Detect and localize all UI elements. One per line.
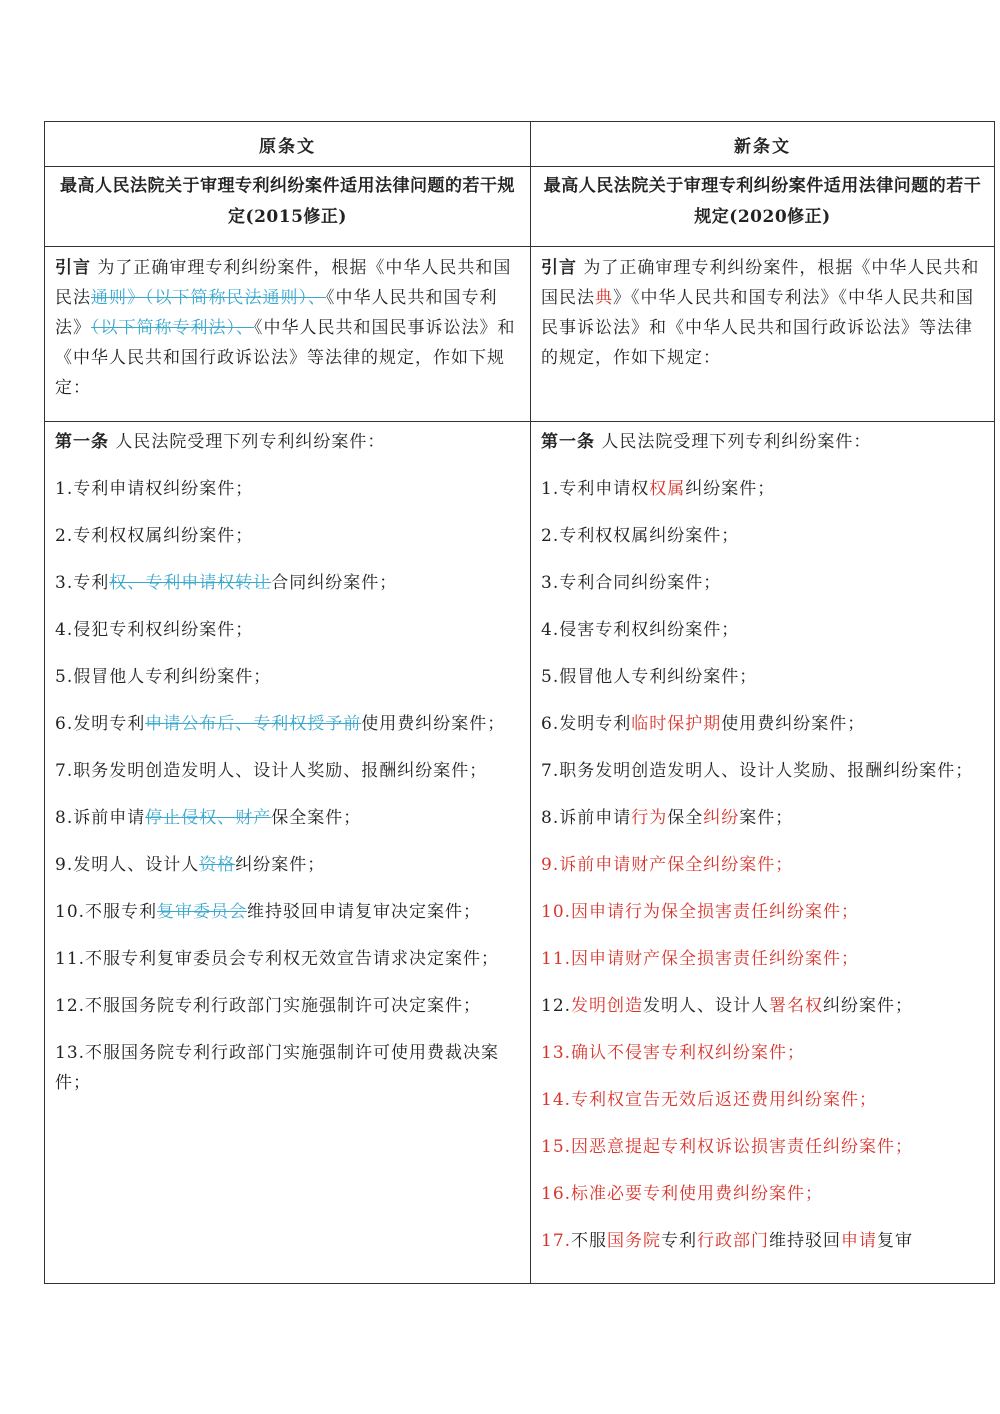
deleted-text: （以下简称专利法）、 — [91, 318, 254, 338]
title-row — [45, 167, 995, 247]
text-segment: 8.诉前申请 — [541, 808, 632, 828]
article-item — [541, 568, 984, 598]
added-text: 国务院 — [607, 1231, 662, 1251]
text-segment: 《中华人民共和国民事诉讼法》和《中华人民共和国行政诉讼法》等法律的规定，作如下规定： — [55, 318, 516, 398]
title-new: 最高人民法院关于审理专利纠纷案件适用法律问题的若干规定(2020修正) — [531, 167, 995, 247]
intro-label: 引言 — [541, 258, 577, 278]
article-item — [55, 850, 520, 880]
article-item — [541, 521, 984, 551]
title-old: 最高人民法院关于审理专利纠纷案件适用法律问题的若干规定(2015修正) — [45, 167, 531, 247]
article-item — [55, 944, 520, 974]
header-row — [45, 122, 995, 167]
article-item — [541, 1038, 984, 1068]
intro-text — [55, 258, 516, 398]
intro-label: 引言 — [55, 258, 91, 278]
article-item — [541, 1226, 984, 1256]
text-segment: 》《中华人民共和国专利法》《中华人民共和国民事诉讼法》和《中华人民共和国行政诉讼法》等法律的规定，作如下规定： — [541, 288, 974, 368]
article-label: 第一条 — [55, 432, 109, 452]
text-segment: 纠纷案件； — [685, 479, 776, 499]
text-segment: 保全案件； — [271, 808, 362, 828]
added-text: 9.诉前申请财产保全纠纷案件； — [541, 855, 794, 875]
text-segment: 4.侵害专利权纠纷案件； — [541, 620, 740, 640]
deleted-text: 申请公布后、专利权授予前 — [145, 714, 362, 734]
text-segment: 合同纠纷案件； — [271, 573, 398, 593]
text-segment: 为了正确审理专利纠纷案件，根据《中华人民共和国民法 — [541, 258, 980, 308]
deleted-text: 通则》（以下简称民法通则）、 — [91, 288, 326, 308]
article-item — [541, 1132, 984, 1162]
added-text: 署名权 — [769, 996, 824, 1016]
article-label: 第一条 — [541, 432, 595, 452]
article-item — [55, 756, 520, 786]
article-item — [541, 615, 984, 645]
text-segment: 案件； — [739, 808, 794, 828]
text-segment: 2.专利权权属纠纷案件； — [541, 526, 740, 546]
text-segment: 复审 — [877, 1231, 914, 1251]
added-text: 15.因恶意提起专利权诉讼损害责任纠纷案件； — [541, 1137, 914, 1157]
added-text: 行政部门 — [697, 1231, 770, 1251]
intro-row — [45, 247, 995, 422]
text-segment: 纠纷案件； — [235, 855, 326, 875]
text-segment: 12.不服国务院专利行政部门实施强制许可决定案件； — [55, 996, 482, 1016]
article-item — [541, 944, 984, 974]
text-segment: 3.专利合同纠纷案件； — [541, 573, 722, 593]
text-segment: 不服 — [571, 1231, 608, 1251]
article-items — [55, 474, 520, 1098]
text-segment: 保全 — [667, 808, 704, 828]
comparison-table — [44, 121, 995, 1284]
deleted-text: 复审委员会 — [157, 902, 248, 922]
text-segment: 11.不服专利复审委员会专利权无效宣告请求决定案件； — [55, 949, 500, 969]
article-item — [541, 662, 984, 692]
added-text: 权属 — [649, 479, 686, 499]
text-segment: 3.专利 — [55, 573, 110, 593]
text-segment: 12. — [541, 996, 572, 1016]
article-item — [541, 756, 984, 786]
article-new — [531, 422, 995, 1284]
added-text: 10.因申请行为保全损害责任纠纷案件； — [541, 902, 860, 922]
article-old — [45, 422, 531, 1284]
added-text: 16.标准必要专利使用费纠纷案件； — [541, 1184, 824, 1204]
text-segment: 使用费纠纷案件； — [361, 714, 506, 734]
article-item — [541, 1179, 984, 1209]
article-heading — [541, 427, 984, 457]
text-segment: 5.假冒他人专利纠纷案件； — [541, 667, 758, 687]
text-segment: 维持驳回 — [769, 1231, 842, 1251]
article-item — [55, 709, 520, 739]
added-text: 发明创造 — [571, 996, 644, 1016]
deleted-text: 权、专利申请权转让 — [109, 573, 272, 593]
text-segment: 《中华人民共和国专利法》 — [55, 288, 498, 338]
added-text: 13.确认不侵害专利权纠纷案件； — [541, 1043, 806, 1063]
text-segment: 专利 — [661, 1231, 698, 1251]
header-new: 新条文 — [531, 122, 995, 167]
article-item — [55, 568, 520, 598]
article-item — [541, 991, 984, 1021]
article-item — [55, 991, 520, 1021]
article-item — [55, 615, 520, 645]
text-segment: 7.职务发明创造发明人、设计人奖励、报酬纠纷案件； — [541, 761, 974, 781]
added-text: 申请 — [841, 1231, 878, 1251]
text-segment: 13.不服国务院专利行政部门实施强制许可使用费裁决案件； — [55, 1043, 500, 1093]
text-segment: 使用费纠纷案件； — [721, 714, 866, 734]
text-segment: 维持驳回申请复审决定案件； — [247, 902, 482, 922]
text-segment: 5.假冒他人专利纠纷案件； — [55, 667, 272, 687]
added-text: 行为 — [631, 808, 668, 828]
text-segment: 6.发明专利 — [55, 714, 146, 734]
text-segment: 6.发明专利 — [541, 714, 632, 734]
article-item — [55, 897, 520, 927]
intro-text — [541, 258, 979, 368]
intro-old — [45, 247, 531, 422]
text-segment: 4.侵犯专利权纠纷案件； — [55, 620, 254, 640]
intro-new — [531, 247, 995, 422]
added-text: 典 — [595, 288, 613, 308]
added-text: 17. — [541, 1231, 572, 1251]
text-segment: 发明人、设计人 — [643, 996, 770, 1016]
deleted-text: 资格 — [199, 855, 236, 875]
added-text: 临时保护期 — [631, 714, 722, 734]
text-segment: 1.专利申请权 — [541, 479, 650, 499]
text-segment: 7.职务发明创造发明人、设计人奖励、报酬纠纷案件； — [55, 761, 488, 781]
added-text: 14.专利权宣告无效后返还费用纠纷案件； — [541, 1090, 878, 1110]
article-item — [541, 803, 984, 833]
article-item — [55, 1038, 520, 1098]
header-old: 原条文 — [45, 122, 531, 167]
article-item — [55, 474, 520, 504]
article-item — [541, 850, 984, 880]
text-segment: 纠纷案件； — [823, 996, 914, 1016]
added-text: 纠纷 — [703, 808, 740, 828]
text-segment: 为了正确审理专利纠纷案件，根据《中华人民共和国民法 — [55, 258, 512, 308]
article-item — [541, 709, 984, 739]
text-segment: 1.专利申请权纠纷案件； — [55, 479, 254, 499]
added-text: 11.因申请财产保全损害责任纠纷案件； — [541, 949, 860, 969]
deleted-text: 停止侵权、财产 — [145, 808, 272, 828]
article-item — [541, 1085, 984, 1115]
article-heading — [55, 427, 520, 457]
article-item — [541, 897, 984, 927]
article-items — [541, 474, 984, 1256]
text-segment: 10.不服专利 — [55, 902, 158, 922]
text-segment: 9.发明人、设计人 — [55, 855, 200, 875]
article-item — [55, 662, 520, 692]
article-item — [55, 803, 520, 833]
article-item — [55, 521, 520, 551]
text-segment: 8.诉前申请 — [55, 808, 146, 828]
article-row — [45, 422, 995, 1284]
article-text: 人民法院受理下列专利纠纷案件： — [601, 432, 872, 452]
article-text: 人民法院受理下列专利纠纷案件： — [115, 432, 386, 452]
text-segment: 2.专利权权属纠纷案件； — [55, 526, 254, 546]
article-item — [541, 474, 984, 504]
